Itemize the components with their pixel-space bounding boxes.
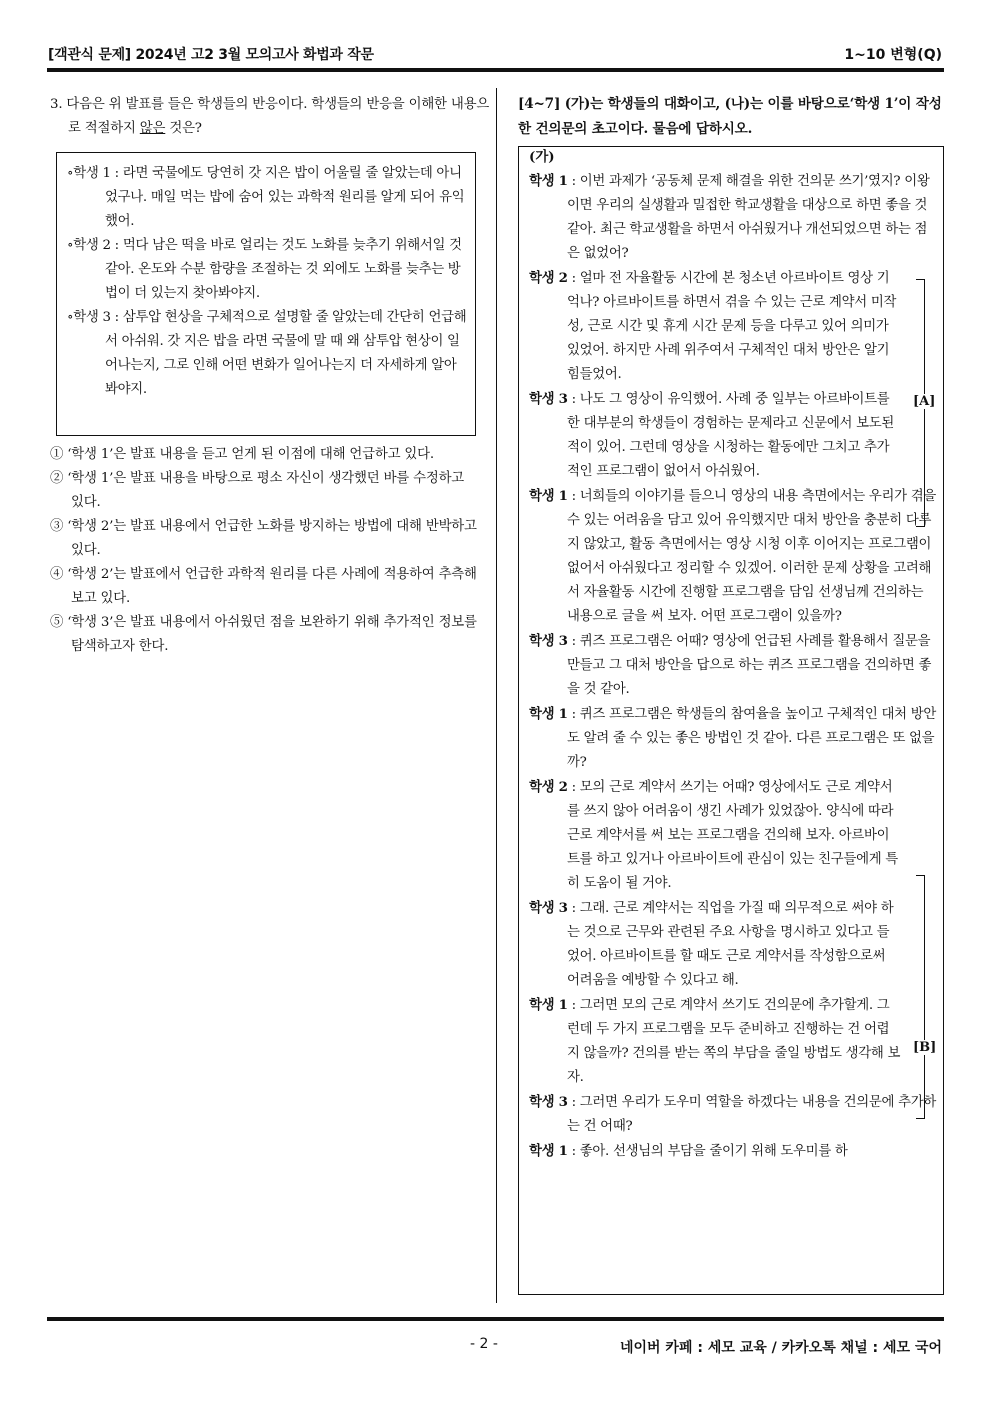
dialogue-turn: 학생 1 : 좋아. 선생님의 부담을 줄이기 위해 도우미를 하: [529, 1143, 848, 1159]
column-divider: [496, 88, 497, 1303]
exam-title: [객관식 문제] 2024년 고2 3월 모의고사 화법과 작문: [48, 47, 374, 63]
dialogue-turn: 학생 1 : 퀴즈 프로그램은 학생들의 참여율을 높이고 구체적인 대처 방안도 알려 줄 수 있는 좋은 방법인 것 같아. 다른 프로그램은 또 없을까?: [529, 706, 936, 770]
footer-credit: 네이버 카페 : 세모 교육 / 카카오톡 채널 : 세모 국어: [619, 1340, 942, 1356]
answer-choices: [50, 443, 478, 659]
question-range: 1~10 변형(Q): [844, 47, 942, 63]
reaction-student-2: ∘학생 2 : 먹다 남은 떡을 바로 얼리는 것도 노화를 늦추기 위해서일 것 같아. 온도와 수분 함량을 조절하는 것 외에도 노화를 늦추는 방법이 더 있는지 찾아봐야지.: [67, 238, 462, 301]
dialogue-turn: 학생 1 : 그러면 모의 근로 계약서 쓰기도 건의문에 추가할게. 그런데 두 가지 프로그램을 모두 준비하고 진행하는 건 어렵지 않을까? 건의를 받는 쪽의 부담을 줄일 방법도 생각해 보자.: [529, 997, 901, 1085]
top-rule: [47, 68, 944, 72]
bracket-a-label: [A]: [913, 394, 936, 409]
choice-5[interactable]: ⑤ ‘학생 3’은 발표 내용에서 아쉬웠던 점을 보완하기 위해 추가적인 정보를 탐색하고자 한다.: [50, 615, 477, 654]
reaction-student-1: ∘학생 1 : 라면 국물에도 당연히 갓 지은 밥이 어울릴 줄 알았는데 아니었구나. 매일 먹는 밥에 숨어 있는 과학적 원리를 알게 되어 유익했어.: [67, 166, 465, 229]
question-3-stem: 3. 다음은 위 발표를 들은 학생들의 반응이다. 학생들의 반응을 이해한 내용으로 적절하지 않은 것은?: [50, 97, 490, 136]
bracket-b-label: [B]: [913, 1040, 937, 1055]
dialogue-turn: 학생 1 : 너희들의 이야기를 들으니 영상의 내용 측면에서는 우리가 겪을 수 있는 어려움을 담고 있어 유익했지만 대처 방안을 충분히 다루지 않았고, 활동 측면에서는 영상 시청 이후 이어지는 프로그램이 없어서 아쉬웠다고 정리할 수 있겠어. 이러한 문제 상황을 고려해서 자율활동 시간에 진행할 프로그램을 담임 선생님께 건의하는 내용으로 글을 써 보자. 어떤 프로그램이 있을까?: [529, 488, 936, 624]
dialogue-turn: 학생 3 : 나도 그 영상이 유익했어. 사례 중 일부는 아르바이트를 한 대부분의 학생들이 경험하는 문제라고 신문에서 보도된 적이 있어. 그런데 영상을 시청하는 활동에만 그치고 추가적인 프로그램이 없어서 아쉬웠어.: [529, 391, 894, 479]
page-number: - 2 -: [470, 1336, 498, 1352]
dialogue-turn: 학생 1 : 이번 과제가 ‘공동체 문제 해결을 위한 건의문 쓰기’였지? 이왕이면 우리의 실생활과 밀접한 학교생활을 대상으로 하면 좋을 것 같아. 최근 학교생활을 하면서 아쉬웠거나 개선되었으면 하는 점은 없었어?: [529, 173, 930, 261]
choice-3[interactable]: ③ ‘학생 2’는 발표 내용에서 언급한 노화를 방지하는 방법에 대해 반박하고 있다.: [50, 519, 477, 558]
choice-2[interactable]: ② ‘학생 1’은 발표 내용을 바탕으로 평소 자신이 생각했던 바를 수정하고 있다.: [50, 471, 465, 510]
choice-4[interactable]: ④ ‘학생 2’는 발표에서 언급한 과학적 원리를 다른 사례에 적용하여 추측해보고 있다.: [50, 567, 477, 606]
dialogue-turn: 학생 2 : 모의 근로 계약서 쓰기는 어때? 영상에서도 근로 계약서를 쓰지 않아 어려움이 생긴 사례가 있었잖아. 양식에 따라 근로 계약서를 써 보는 프로그램을 건의해 보자. 아르바이트를 하고 있거나 아르바이트에 관심이 있는 친구들에게 특히 도움이 될 거야.: [529, 779, 898, 891]
underlined-not: 않은: [139, 121, 166, 136]
reaction-student-3: ∘학생 3 : 삼투압 현상을 구체적으로 설명할 줄 알았는데 간단히 언급해서 아쉬워. 갓 지은 밥을 라면 국물에 말 때 왜 삼투압 현상이 일어나는지, 그로 인해 어떤 변화가 일어나는지 더 자세하게 알아봐야지.: [67, 310, 467, 397]
dialogue-turn: 학생 3 : 퀴즈 프로그램은 어때? 영상에 언급된 사례를 활용해서 질문을 만들고 그 대처 방안을 답으로 하는 퀴즈 프로그램을 건의하면 좋을 것 같아.: [529, 633, 932, 697]
student-reactions-box: [56, 152, 476, 436]
dialogue-turn: 학생 2 : 얼마 전 자율활동 시간에 본 청소년 아르바이트 영상 기억나? 아르바이트를 하면서 겪을 수 있는 근로 계약서 미작성, 근로 시간 및 휴게 시간 문제 등을 다루고 있어 의미가 있었어. 하지만 사례 위주여서 구체적인 대처 방안은 알기 힘들었어.: [529, 270, 897, 382]
choice-1[interactable]: ① ‘학생 1’은 발표 내용을 듣고 얻게 된 이점에 대해 언급하고 있다.: [50, 447, 434, 462]
section-label-ga: (가): [529, 149, 555, 165]
dialogue-turn: 학생 3 : 그러면 우리가 도우미 역할을 하겠다는 내용을 건의문에 추가하는 건 어때?: [529, 1094, 936, 1134]
bottom-rule: [47, 1317, 944, 1321]
dialogue-box: [518, 146, 944, 1295]
dialogue-turn: 학생 3 : 그래. 근로 계약서는 직업을 가질 때 의무적으로 써야 하는 것으로 근무와 관련된 주요 사항을 명시하고 있다고 들었어. 아르바이트를 할 때도 근로 계약서를 작성함으로써 어려움을 예방할 수 있다고 해.: [529, 900, 894, 988]
passage-intro: [4~7] (가)는 학생들의 대화이고, (나)는 이를 바탕으로‘학생 1’이 작성한 건의문의 초고이다. 물음에 답하시오.: [518, 96, 942, 137]
bracket-b: [916, 875, 925, 1119]
